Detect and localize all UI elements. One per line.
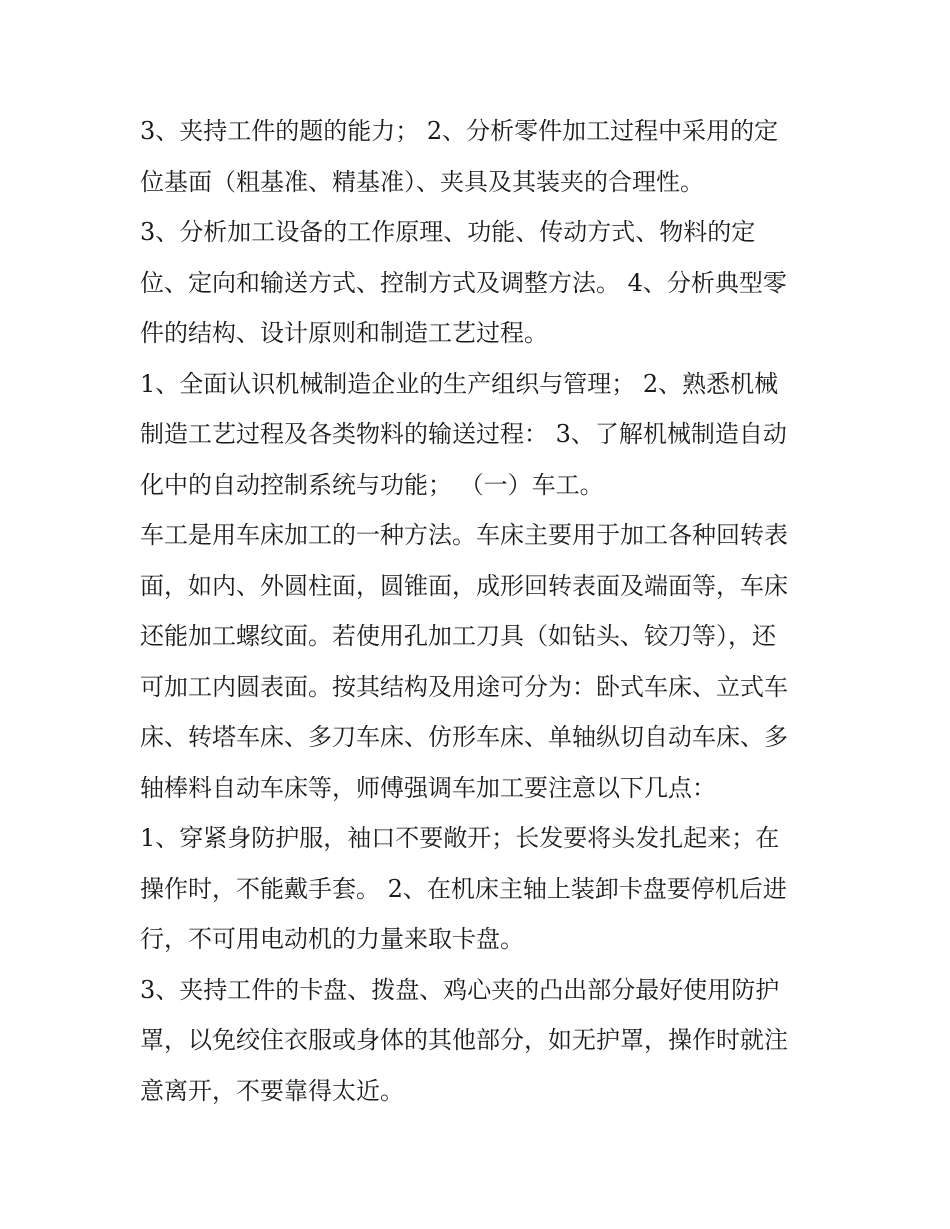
text-line: 化中的自动控制系统与功能； （一）车工。	[140, 470, 604, 499]
text-line: 意离开，不要靠得太近。	[140, 1076, 404, 1105]
text-line: 可加工内圆表面。按其结构及用途可分为：卧式车床、立式车	[140, 672, 788, 701]
text-line: 车工是用车床加工的一种方法。车床主要用于加工各种回转表	[140, 521, 788, 549]
text-line: 件的结构、设计原则和制造工艺过程。	[140, 319, 548, 347]
text-line: 面，如内、外圆柱面，圆锥面，成形回转表面及端面等，车床	[140, 571, 788, 600]
text-line: 1、全面认识机械制造企业的生产组织与管理； 2、熟悉机械	[140, 369, 779, 398]
text-line: 行，不可用电动机的力量来取卡盘。	[140, 925, 524, 953]
document-body	[140, 106, 815, 1116]
text-line: 3、夹持工件的题的能力； 2、分析零件加工过程中采用的定	[140, 117, 779, 145]
text-line: 1、穿紧身防护服，袖口不要敞开；长发要将头发扎起来；在	[140, 824, 780, 852]
text-line: 3、分析加工设备的工作原理、功能、传动方式、物料的定	[140, 218, 756, 246]
text-line: 床、转塔车床、多刀车床、仿形车床、单轴纵切自动车床、多	[140, 723, 788, 751]
text-line: 位基面（粗基准、精基准）、夹具及其装夹的合理性。	[140, 167, 704, 196]
text-line: 操作时，不能戴手套。 2、在机床主轴上装卸卡盘要停机后进	[140, 874, 787, 903]
text-line: 制造工艺过程及各类物料的输送过程： 3、了解机械制造自动	[140, 420, 787, 448]
text-line: 罩，以免绞住衣服或身体的其他部分，如无护罩，操作时就注	[140, 1026, 788, 1054]
text-line: 3、夹持工件的卡盘、拨盘、鸡心夹的凸出部分最好使用防护	[140, 975, 780, 1004]
text-line: 还能加工螺纹面。若使用孔加工刀具（如钻头、铰刀等），还	[140, 622, 776, 650]
text-line: 位、定向和输送方式、控制方式及调整方法。 4、分析典型零	[140, 268, 787, 297]
text-line: 轴棒料自动车床等，师傅强调车加工要注意以下几点：	[140, 773, 716, 802]
